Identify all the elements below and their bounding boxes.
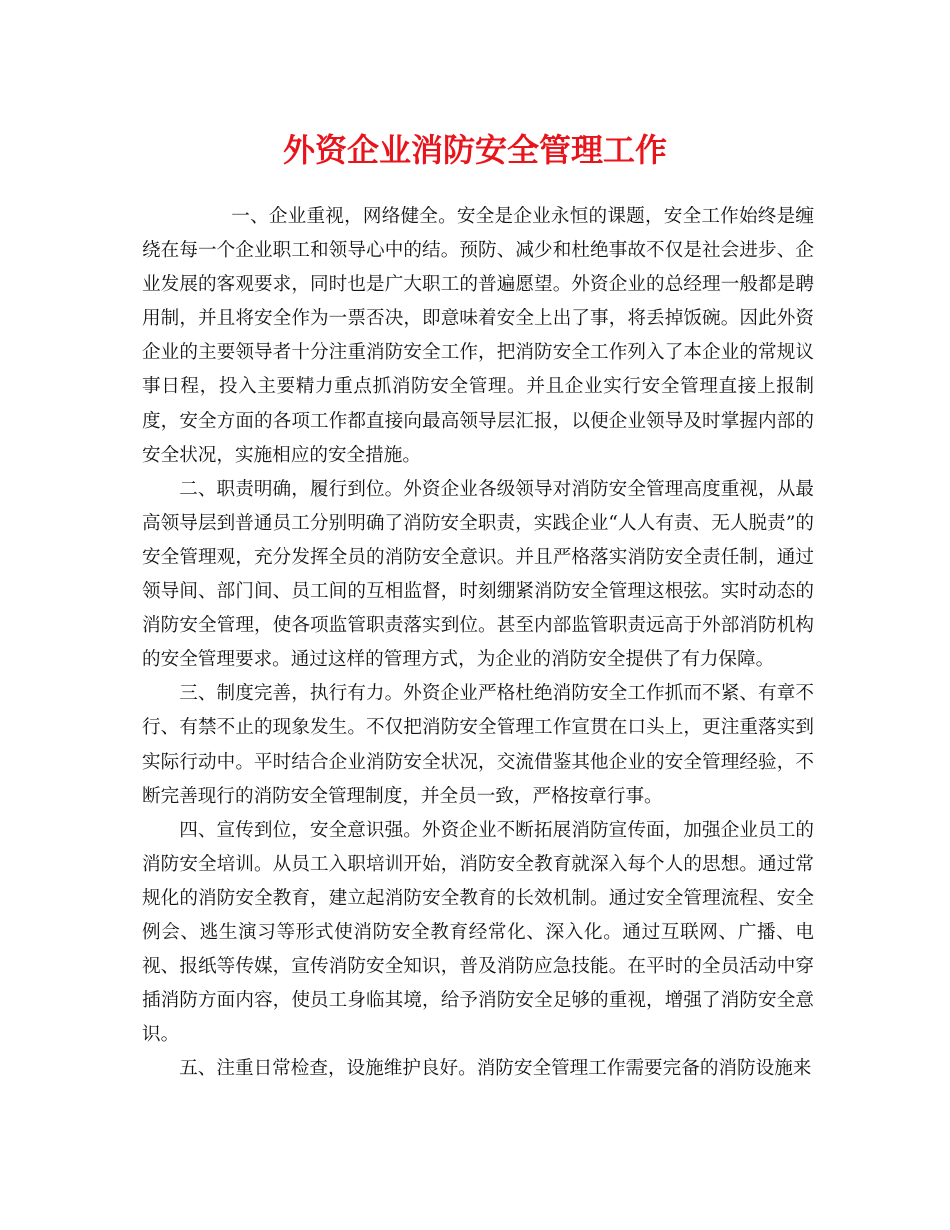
paragraph-2: 二、职责明确，履行到位。外资企业各级领导对消防安全管理高度重视，从最高领导层到普通员工分别明确了消防安全职责，实践企业“人人有责、无人脱责”的安全管理观，充分发挥全员的消防安全意识。并且严格落实消防安全责任制，通过领导间、部门间、员工间的互相监督，时刻绷紧消防安全管理这根弦。实时动态的消防安全管理，使各项监管职责落实到位。甚至内部监管职责远高于外部消防机构的安全管理要求。通过这样的管理方式，为企业的消防安全提供了有力保障。	[142, 478, 814, 671]
paragraph-5: 五、注重日常检查，设施维护良好。消防安全管理工作需要完备的消防设施来	[179, 1058, 812, 1080]
page-title: 外资企业消防安全管理工作	[282, 131, 667, 169]
document-body	[142, 200, 814, 1086]
paragraph-1: 一、企业重视，网络健全。安全是企业永恒的课题，安全工作始终是缠绕在每一个企业职工和领导心中的结。预防、减少和杜绝事故不仅是社会进步、企业发展的客观要求，同时也是广大职工的普遍愿望。外资企业的总经理一般都是聘用制，并且将安全作为一票否决，即意味着安全上出了事，将丢掉饭碗。因此外资企业的主要领导者十分注重消防安全工作，把消防安全工作列入了本企业的常规议事日程，投入主要精力重点抓消防安全管理。并且企业实行安全管理直接上报制度，安全方面的各项工作都直接向最高领导层汇报，以便企业领导及时掌握内部的安全状况，实施相应的安全措施。	[142, 206, 814, 466]
paragraph-4: 四、宣传到位，安全意识强。外资企业不断拓展消防宣传面，加强企业员工的消防安全培训。从员工入职培训开始，消防安全教育就深入每个人的思想。通过常规化的消防安全教育，建立起消防安全教育的长效机制。通过安全管理流程、安全例会、逃生演习等形式使消防安全教育经常化、深入化。通过互联网、广播、电视、报纸等传媒，宣传消防安全知识，普及消防应急技能。在平时的全员活动中穿插消防方面内容，使员工身临其境，给予消防安全足够的重视，增强了消防安全意识。	[142, 819, 814, 1046]
paragraph-3: 三、制度完善，执行有力。外资企业严格杜绝消防安全工作抓而不紧、有章不行、有禁不止的现象发生。不仅把消防安全管理工作宣贯在口头上，更注重落实到实际行动中。平时结合企业消防安全状况，交流借鉴其他企业的安全管理经验，不断完善现行的消防安全管理制度，并全员一致，严格按章行事。	[142, 683, 814, 807]
